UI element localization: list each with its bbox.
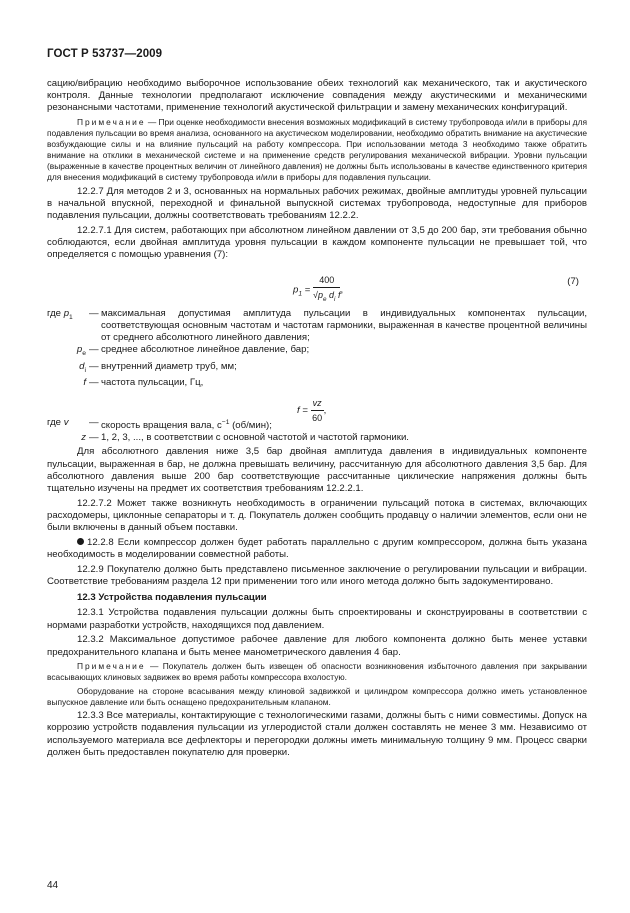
note [47, 117, 587, 183]
paragraph-12-2-7-1: 12.2.7.1 Для систем, работающих при абсолютном линейном давлении от 3,5 до 200 бар, эти требования обычно соблюдаются, если двойная амплитуда уровня пульсации в каждом компоненте пульсации не превышает той, что определяется с помощью уравнения (7): [47, 224, 587, 261]
paragraph-12-3-3: 12.3.3 Все материалы, контактирующие с технологическими газами, должны быть с ними совместимы. Допуск на коррозию устройств подавления пульсации из углеродистой стали должен составлять не менее 3 мм. Независимо от используемого материала все дефлекторы и перегородки должны иметь минимальную толщину 9 мм. Процесс сварки должен быть предоставлен покупателю для проверки. [47, 710, 587, 758]
definition-row: f — частота пульсации, Гц, [83, 376, 204, 388]
paragraph-12-2-8: 12.2.8 Если компрессор должен будет работать параллельно с другим компрессором, должна быть указана необходимость в моделировании совместной работы. [47, 536, 587, 561]
equation-7-fraction: $\frac{400}{√p_e d_i f}$ [313, 274, 341, 303]
paragraph-12-2-9: 12.2.9 Покупателю должно быть представлено письменное заключение о регулировании пульсации и вибрации. Соответствие требованиям раздела 12 при применении того или иного метода должно быть задокументировано. [47, 563, 587, 587]
note [47, 661, 587, 683]
definitions-list [47, 308, 587, 389]
definition-row: где $p_1$ — максимальная допустимая амплитуда пульсации в индивидуальных компонентах пульсации, соответствующая основным частотам и частотам гармоники, выраженная в качестве процентной величины от среднего абсолютного линейного давления; [47, 307, 587, 344]
paragraph-12-3-2: 12.3.2 Максимальное допустимое рабочее давление для любого компонента должно быть менее уставки предохранительного клапана и быть менее манометрического давления 4 бар. [47, 634, 587, 658]
definition-row: $p_e$ — среднее абсолютное линейное давление, бар; [76, 344, 310, 358]
paragraph-12-2-7: 12.2.7 Для методов 2 и 3, основанных на нормальных рабочих режимах, двойные амплитуды уровней пульсации в начальной впускной, переходной и финальной выпускной системах трубопровода, недоступные для приборов подавления пульсации, должны соответствовать требованиям 12.2.2. [47, 185, 587, 222]
definition-row: $d_i$ — внутренний диаметр труб, мм; [79, 360, 237, 374]
frequency-fraction: $\frac{vz}{60}$ [312, 397, 323, 424]
equation-7 [47, 264, 587, 308]
equation-frequency: f = $\frac{vz}{60}$ , [297, 397, 327, 424]
paragraph: сацию/вибрацию необходимо выборочное использование обеих технологий как механического, так и акустического контроля. Данные технологии предполагают исключение совпадения между акустическими и механическими резонансными частотами, применение технологий акустической фильтрации и замену механических конфигураций. [47, 78, 587, 114]
note-text: — При оценке необходимости внесения возможных модификаций в систему трубопровода и/или в приборы для подавления пульсации во время анализа, основанного на акустическом моделировании, необходимо обратить внимание на акустические возбуждающие силы и на влияние пульсаций на работу компрессора. При использовании метода 3 необходимо также обратить внимание на отклики в механической системе и на применение средств регулирования механической вибрации. Уровни пульсации (выраженные в качестве процентных величин от линейного давления) не должны быть использованы в качестве единственного критерия для внесения модификаций в систему трубопровода и/или в приборы для подавления пульсации. [47, 117, 587, 183]
note-continuation: Оборудование на стороне всасывания между клиновой задвижкой и цилиндром компрессора должно иметь установленное выпускное давление или быть оснащено предохранительным клапаном. [47, 685, 587, 707]
page-body [47, 78, 587, 762]
paragraph-12-3-1: 12.3.1 Устройства подавления пульсации должны быть спроектированы и сконструированы в соответствии с нормами разработки устройств, находящихся под давлением. [47, 607, 587, 631]
document-header: ГОСТ Р 53737—2009 [47, 48, 163, 60]
change-marker-icon [77, 538, 84, 545]
page-number: 44 [47, 880, 59, 891]
note-label: Примечание [77, 117, 146, 128]
section-title: 12.3 Устройства подавления пульсации [77, 592, 267, 604]
note-label: Примечание [77, 661, 146, 672]
paragraph-12-2-7-2: 12.2.7.2 Может также возникнуть необходимость в ограничении пульсаций потока в системах, включающих расходомеры, циклонные сепараторы и т. д. Покупатель должен сообщить продавцу о наличии элементов, если они не были включены в данный объем поставки. [47, 497, 587, 534]
equation-7-body: $p_1$ = $\frac{400}{√p_e d_i f}$ , [293, 274, 343, 306]
note-text: — Покупатель должен быть извещен об опасности возникновения избыточного давления при закрывании всасывающих клиновых задвижек во время работы компрессора вхолостую. [47, 661, 587, 683]
definition-row: где v — скорость вращения вала, $с^{-1}$ (об/мин); [47, 416, 272, 432]
equation-number: (7) [567, 275, 579, 287]
definition-row: z — 1, 2, 3, ..., в соответствии с основной частотой и частотой гармоники. [81, 432, 409, 444]
paragraph-low-pressure: Для абсолютного давления ниже 3,5 бар двойная амплитуда давления в индивидуальных компоненте пульсации, выраженная в бар, не должна превышать величину, рассчитанную для абсолютного давления 3,5 бар. Для абсолютного давления выше 200 бар соответствующие рассчитанные циклические напряжения должны быть тщательно изучены на предмет их соответствия требованиям 12.2.2.1. [47, 446, 587, 495]
